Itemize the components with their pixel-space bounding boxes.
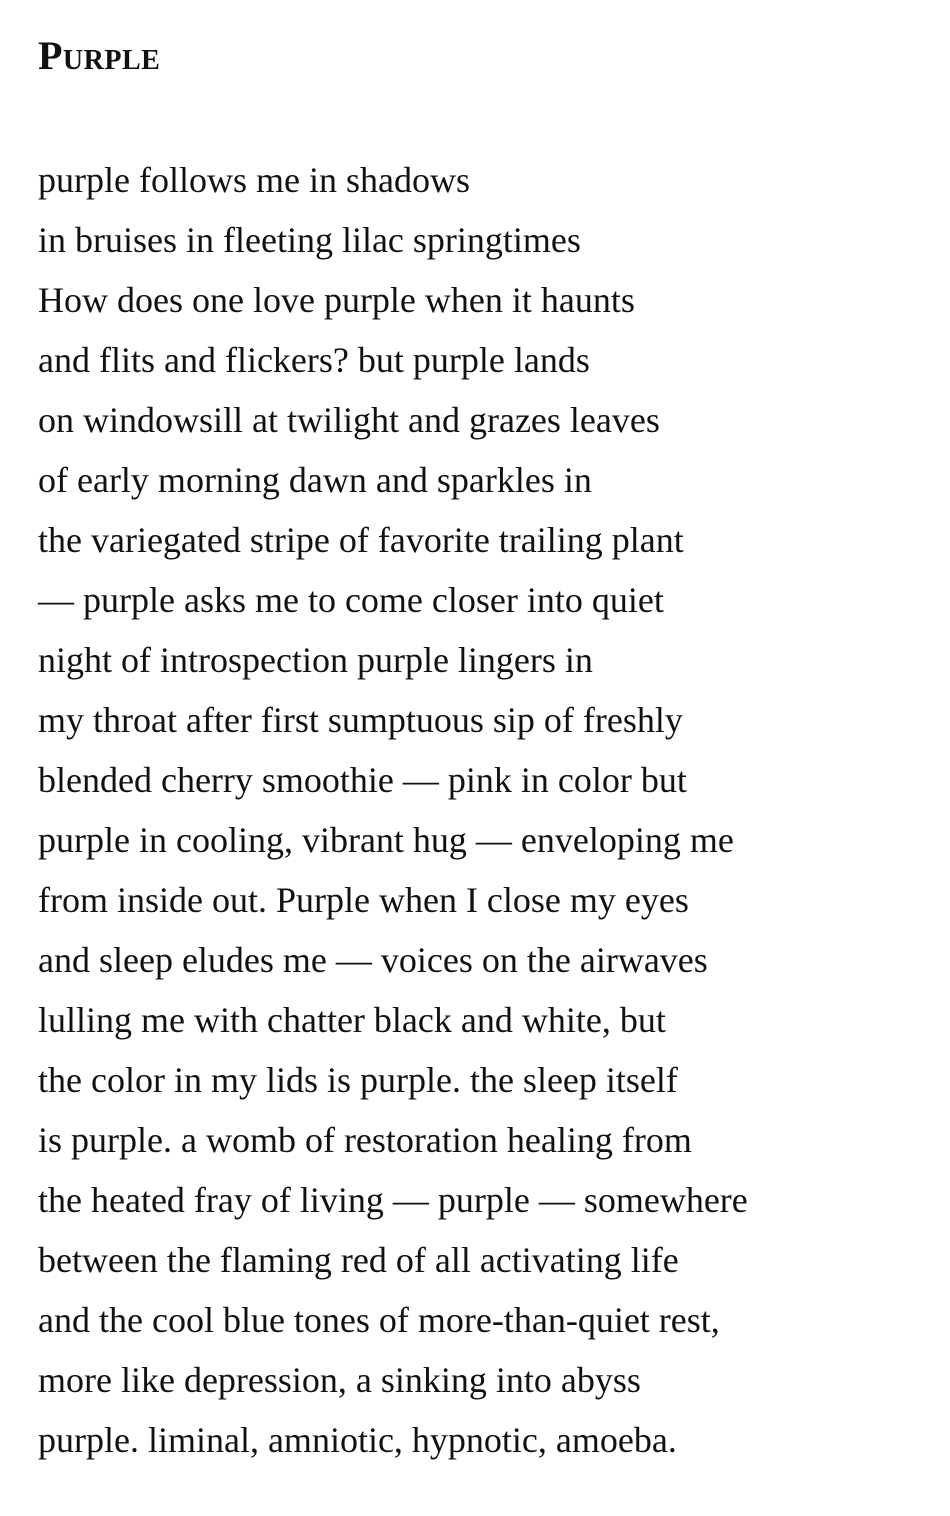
poem-body [38,150,930,1470]
poem-line: lulling me with chatter black and white, but [38,1000,666,1040]
poem-line: from inside out. Purple when I close my eyes [38,880,689,920]
poem-line: blended cherry smoothie — pink in color but [38,760,687,800]
poem-line: my throat after first sumptuous sip of freshly [38,700,683,740]
poem-line: and flits and flickers? but purple lands [38,340,590,380]
poem-line: in bruises in fleeting lilac springtimes [38,220,581,260]
poem-line: is purple. a womb of restoration healing from [38,1120,692,1160]
poem-line: of early morning dawn and sparkles in [38,460,592,500]
poem-line: purple in cooling, vibrant hug — enveloping me [38,820,734,860]
poem-line: and sleep eludes me — voices on the airwaves [38,940,708,980]
poem-line: purple follows me in shadows [38,160,470,200]
poem-line: — purple asks me to come closer into quiet [38,580,664,620]
poem-page [38,30,930,1470]
poem-line: the color in my lids is purple. the sleep itself [38,1060,678,1100]
poem-line: the variegated stripe of favorite trailing plant [38,520,684,560]
poem-line: between the flaming red of all activating life [38,1240,679,1280]
poem-line: How does one love purple when it haunts [38,280,635,320]
poem-line: night of introspection purple lingers in [38,640,593,680]
poem-line: more like depression, a sinking into abyss [38,1360,641,1400]
poem-line: on windowsill at twilight and grazes leaves [38,400,660,440]
poem-line: the heated fray of living — purple — somewhere [38,1180,748,1220]
poem-line: and the cool blue tones of more-than-quiet rest, [38,1300,720,1340]
poem-line: purple. liminal, amniotic, hypnotic, amoeba. [38,1420,677,1460]
poem-title: Purple [38,33,161,78]
